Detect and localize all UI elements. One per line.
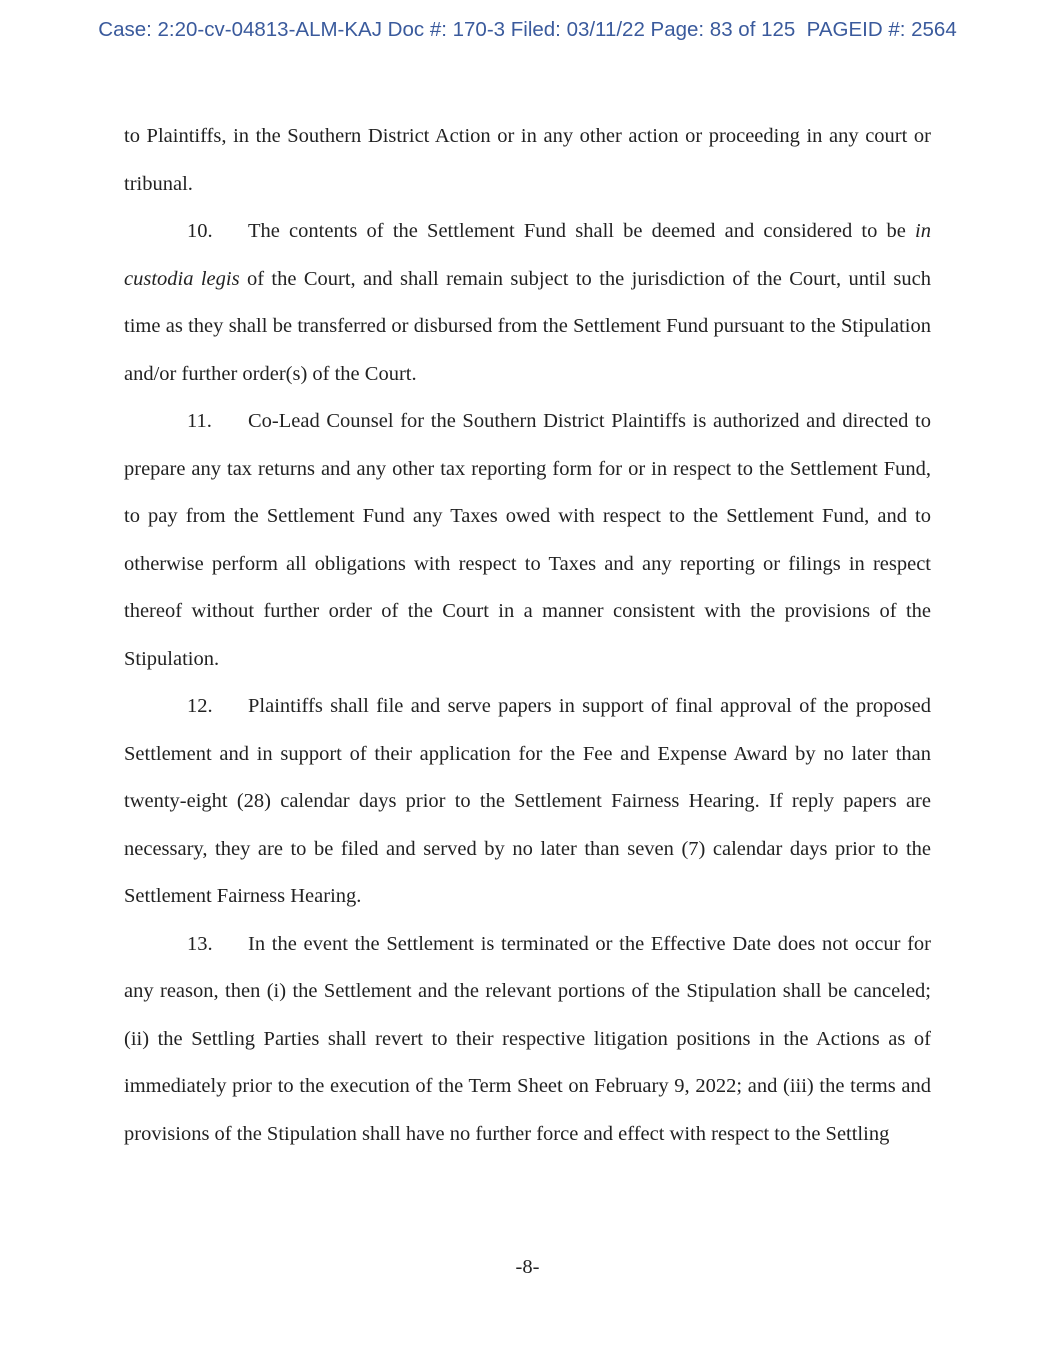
paragraph-text: Co-Lead Counsel for the Southern District Plaintiffs is authorized and directed to prepare any tax returns and any other tax reporting form for or in respect to the Settlement Fund, to pay from the Settlement Fund any Taxes owed with respect to the Settlement Fund, and to otherwise perform all obligations with respect to Taxes and any reporting or filings in respect thereof without further order of the Court in a manner consistent with the provisions of the Stipulation. xyxy=(124,410,931,670)
paragraph-number: 11. xyxy=(187,410,212,432)
page-number: -8- xyxy=(515,1256,540,1278)
paragraph-10 xyxy=(124,208,931,398)
paragraph-13 xyxy=(124,921,931,1159)
paragraph-text: of the Court, and shall remain subject to the jurisdiction of the Court, until such time as they shall be transferred or disbursed from the Settlement Fund pursuant to the Stipulation and/or further order(s) of the Court. xyxy=(124,267,932,385)
paragraph-text: Plaintiffs shall file and serve papers in support of final approval of the proposed Settlement and in support of their application for the Fee and Expense Award by no later than twenty-eight (28) calendar days prior to the Settlement Fairness Hearing. If reply papers are necessary, they are to be filed and served by no later than seven (7) calendar days prior to the Settlement Fairness Hearing. xyxy=(124,695,931,907)
paragraph-text: The contents of the Settlement Fund shall be deemed and considered to be xyxy=(248,220,916,242)
paragraph-number: 13. xyxy=(187,932,213,955)
italic-term: in custodia legis xyxy=(124,220,931,290)
paragraph-text: In the event the Settlement is terminated or the Effective Date does not occur for any reason, then (i) the Settlement and the relevant portions of the Stipulation shall be canceled; (ii) the Settling Parties shall revert to their respective litigation positions in the Actions as of immediately prior to the execution of the Term Sheet on February 9, 2022; and (iii) the terms and provisions of the Stipulation shall have no further force and effect with respect to the Settling xyxy=(124,932,931,1145)
continuation-paragraph: to Plaintiffs, in the Southern District Action or in any other action or proceeding in any court or tribunal. xyxy=(124,125,931,195)
paragraph-12 xyxy=(124,683,931,921)
paragraph-number: 10. xyxy=(187,220,213,242)
case-header: Case: 2:20-cv-04813-ALM-KAJ Doc #: 170-3 Filed: 03/11/22 Page: 83 of 125 PAGEID #: 2564 xyxy=(98,18,957,41)
document-body xyxy=(124,113,931,1158)
paragraph-11 xyxy=(124,398,931,683)
paragraph-number: 12. xyxy=(187,695,213,717)
